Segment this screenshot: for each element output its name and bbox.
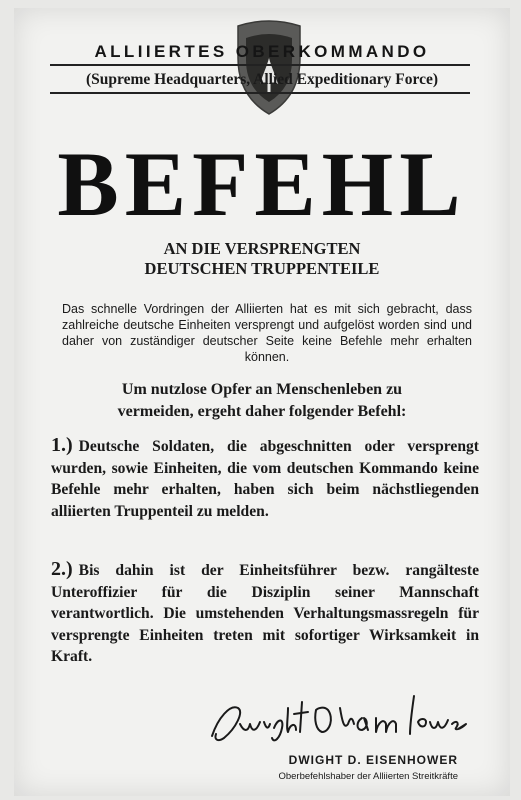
handwritten-signature xyxy=(204,688,474,750)
header-rule-bottom xyxy=(50,92,470,94)
lead-line-2: vermeiden, ergeht daher folgender Befehl: xyxy=(117,403,407,420)
header-rule-top xyxy=(50,64,470,66)
poster-sheet xyxy=(14,8,510,796)
order-text: Bis dahin ist der Einheitsführer bezw. rangälteste Unteroffizier für die Disziplin seiner Mannschaft verantwortlich. Die umstehenden Verhaltungsmassregeln für versprengte Einheiten treten mit sofortiger Wirksamkeit in Kraft. xyxy=(51,562,479,665)
subheading-line-2: DEUTSCHEN TRUPPENTEILE xyxy=(144,259,380,278)
subheading-line-1: AN DIE VERSPRENGTEN xyxy=(163,239,361,258)
order-item-1 xyxy=(51,435,479,522)
shaef-shoulder-patch-icon xyxy=(234,18,304,116)
lead-statement xyxy=(14,379,510,423)
order-item-2 xyxy=(51,559,479,668)
lead-line-1: Um nutzlose Opfer an Menschenleben zu xyxy=(121,381,403,398)
order-text: Deutsche Soldaten, die abgeschnitten oder versprengt wurden, sowie Einheiten, die vom deutschen Kommando keine Befehle mehr erhalten, haben sich beim nächstliegenden alliierten Truppenteil zu melden. xyxy=(51,438,479,520)
headquarters-title: ALLIIERTES OBERKOMMANDO xyxy=(94,42,430,61)
headline: BEFEHL xyxy=(57,133,467,235)
intro-paragraph: Das schnelle Vordringen der Alliierten hat es mit sich gebracht, dass zahlreiche deutsche Einheiten versprengt und aufgelöst worden sind und daher von zuständiger deutscher Seite keine Befehle mehr erhalten können. xyxy=(62,302,472,364)
order-number: 2.) xyxy=(51,558,73,580)
order-number: 1.) xyxy=(51,434,73,456)
signatory-name: DWIGHT D. EISENHOWER xyxy=(288,753,458,767)
subheading xyxy=(14,239,510,279)
signatory-title: Oberbefehlshaber der Alliierten Streitkräfte xyxy=(278,771,458,782)
headquarters-subtitle: (Supreme Headquarters, Allied Expeditionary Force) xyxy=(85,71,439,88)
